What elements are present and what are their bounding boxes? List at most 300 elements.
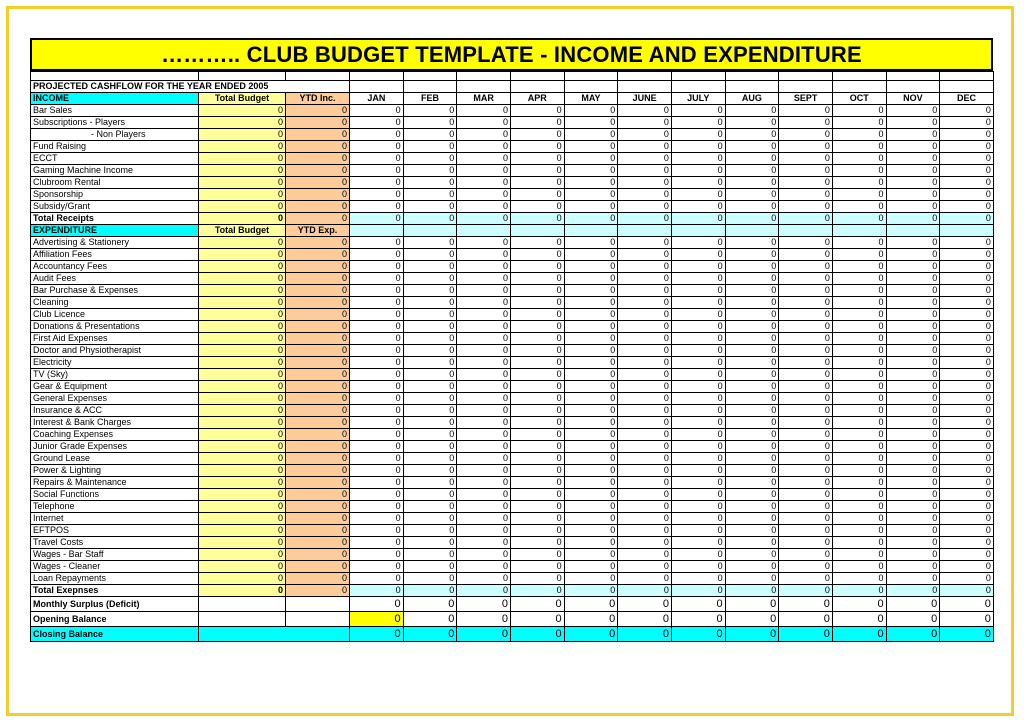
closing-cell-june[interactable]: 0 xyxy=(618,627,672,642)
month-cell-mar[interactable]: 0 xyxy=(457,273,511,285)
month-cell-nov[interactable]: 0 xyxy=(886,537,940,549)
month-cell-nov[interactable]: 0 xyxy=(886,441,940,453)
month-cell-sept[interactable]: 0 xyxy=(779,441,833,453)
month-cell-jan[interactable]: 0 xyxy=(350,417,404,429)
month-cell-oct[interactable]: 0 xyxy=(832,513,886,525)
month-cell-july[interactable]: 0 xyxy=(671,129,725,141)
month-header-mar[interactable]: MAR xyxy=(457,93,511,105)
month-cell-may[interactable]: 0 xyxy=(564,249,618,261)
month-cell-jan[interactable]: 0 xyxy=(350,105,404,117)
empty-cell[interactable] xyxy=(457,72,511,81)
surplus-cell-mar[interactable]: 0 xyxy=(457,597,511,612)
month-cell-sept[interactable]: 0 xyxy=(779,117,833,129)
month-cell-feb[interactable]: 0 xyxy=(403,153,457,165)
month-header-oct[interactable]: OCT xyxy=(832,93,886,105)
total-budget-cell[interactable]: 0 xyxy=(199,357,286,369)
month-cell-sept[interactable]: 0 xyxy=(779,381,833,393)
month-cell-jan[interactable]: 0 xyxy=(350,189,404,201)
month-cell-nov[interactable]: 0 xyxy=(886,249,940,261)
month-cell-nov[interactable]: 0 xyxy=(886,585,940,597)
month-cell-feb[interactable]: 0 xyxy=(403,105,457,117)
total-budget-cell[interactable]: 0 xyxy=(199,285,286,297)
month-cell-nov[interactable]: 0 xyxy=(886,237,940,249)
month-cell-may[interactable]: 0 xyxy=(564,105,618,117)
month-cell-aug[interactable]: 0 xyxy=(725,141,779,153)
month-cell-aug[interactable]: 0 xyxy=(725,465,779,477)
month-header-sept[interactable]: SEPT xyxy=(779,93,833,105)
month-cell-may[interactable]: 0 xyxy=(564,369,618,381)
ytd-cell[interactable]: 0 xyxy=(286,105,350,117)
total-budget-cell[interactable]: 0 xyxy=(199,465,286,477)
ytd-cell[interactable]: 0 xyxy=(286,189,350,201)
total-budget-cell[interactable]: 0 xyxy=(199,165,286,177)
month-cell-aug[interactable]: 0 xyxy=(725,177,779,189)
month-cell-apr[interactable]: 0 xyxy=(510,129,564,141)
total-budget-cell[interactable]: 0 xyxy=(199,381,286,393)
month-cell-jan[interactable]: 0 xyxy=(350,237,404,249)
month-cell-july[interactable]: 0 xyxy=(671,345,725,357)
month-cell-jan[interactable]: 0 xyxy=(350,405,404,417)
month-cell-mar[interactable]: 0 xyxy=(457,153,511,165)
month-cell-july[interactable]: 0 xyxy=(671,333,725,345)
month-cell-july[interactable]: 0 xyxy=(671,237,725,249)
month-cell-aug[interactable]: 0 xyxy=(725,297,779,309)
month-cell-jan[interactable]: 0 xyxy=(350,129,404,141)
month-cell-dec[interactable]: 0 xyxy=(940,309,994,321)
closing-cell-mar[interactable]: 0 xyxy=(457,627,511,642)
empty-cell[interactable] xyxy=(350,72,404,81)
month-cell-apr[interactable]: 0 xyxy=(510,381,564,393)
month-cell-jan[interactable]: 0 xyxy=(350,309,404,321)
month-cell-june[interactable]: 0 xyxy=(618,477,672,489)
month-cell-aug[interactable]: 0 xyxy=(725,405,779,417)
closing-cell-feb[interactable]: 0 xyxy=(403,627,457,642)
month-cell-nov[interactable]: 0 xyxy=(886,213,940,225)
month-cell-june[interactable]: 0 xyxy=(618,165,672,177)
month-cell-june[interactable]: 0 xyxy=(618,345,672,357)
row-label[interactable]: Wages - Cleaner xyxy=(31,561,199,573)
month-cell-sept[interactable]: 0 xyxy=(779,321,833,333)
surplus-cell-june[interactable]: 0 xyxy=(618,597,672,612)
month-cell-jan[interactable]: 0 xyxy=(350,141,404,153)
opening-cell-mar[interactable]: 0 xyxy=(457,612,511,627)
month-cell-dec[interactable]: 0 xyxy=(940,297,994,309)
month-cell-jan[interactable]: 0 xyxy=(350,441,404,453)
closing-cell-apr[interactable]: 0 xyxy=(510,627,564,642)
projected-label[interactable]: PROJECTED CASHFLOW FOR THE YEAR ENDED 2005 xyxy=(31,81,350,93)
month-cell-oct[interactable]: 0 xyxy=(832,261,886,273)
empty-cell[interactable] xyxy=(779,81,833,93)
month-cell-dec[interactable]: 0 xyxy=(940,261,994,273)
month-cell-oct[interactable]: 0 xyxy=(832,165,886,177)
month-cell-apr[interactable]: 0 xyxy=(510,405,564,417)
opening-cell-sept[interactable]: 0 xyxy=(779,612,833,627)
month-cell-aug[interactable]: 0 xyxy=(725,441,779,453)
row-label[interactable]: Insurance & ACC xyxy=(31,405,199,417)
month-cell-july[interactable]: 0 xyxy=(671,429,725,441)
month-cell-sept[interactable]: 0 xyxy=(779,297,833,309)
month-cell-mar[interactable]: 0 xyxy=(457,333,511,345)
month-cell-aug[interactable]: 0 xyxy=(725,477,779,489)
month-cell-apr[interactable]: 0 xyxy=(510,357,564,369)
total-budget-cell[interactable]: 0 xyxy=(199,345,286,357)
month-cell-june[interactable]: 0 xyxy=(618,465,672,477)
month-cell-july[interactable]: 0 xyxy=(671,489,725,501)
month-cell-mar[interactable]: 0 xyxy=(457,189,511,201)
month-cell-sept[interactable]: 0 xyxy=(779,213,833,225)
month-cell-sept[interactable]: 0 xyxy=(779,465,833,477)
month-cell-june[interactable]: 0 xyxy=(618,561,672,573)
month-cell-mar[interactable]: 0 xyxy=(457,201,511,213)
row-label[interactable]: Total Receipts xyxy=(31,213,199,225)
month-cell-june[interactable]: 0 xyxy=(618,261,672,273)
empty-cell[interactable] xyxy=(779,225,833,237)
month-cell-sept[interactable]: 0 xyxy=(779,261,833,273)
empty-cell[interactable] xyxy=(350,81,404,93)
month-cell-dec[interactable]: 0 xyxy=(940,561,994,573)
month-cell-jan[interactable]: 0 xyxy=(350,513,404,525)
month-cell-sept[interactable]: 0 xyxy=(779,189,833,201)
month-cell-oct[interactable]: 0 xyxy=(832,573,886,585)
total-budget-cell[interactable]: 0 xyxy=(199,585,286,597)
month-cell-apr[interactable]: 0 xyxy=(510,249,564,261)
month-cell-sept[interactable]: 0 xyxy=(779,309,833,321)
month-cell-dec[interactable]: 0 xyxy=(940,165,994,177)
month-cell-sept[interactable]: 0 xyxy=(779,525,833,537)
month-cell-may[interactable]: 0 xyxy=(564,489,618,501)
month-cell-may[interactable]: 0 xyxy=(564,573,618,585)
month-cell-june[interactable]: 0 xyxy=(618,549,672,561)
month-cell-sept[interactable]: 0 xyxy=(779,129,833,141)
month-cell-jan[interactable]: 0 xyxy=(350,501,404,513)
row-label[interactable]: Advertising & Stationery xyxy=(31,237,199,249)
month-cell-feb[interactable]: 0 xyxy=(403,165,457,177)
month-cell-oct[interactable]: 0 xyxy=(832,345,886,357)
ytd-cell[interactable]: 0 xyxy=(286,333,350,345)
month-cell-july[interactable]: 0 xyxy=(671,297,725,309)
month-cell-dec[interactable]: 0 xyxy=(940,333,994,345)
month-cell-sept[interactable]: 0 xyxy=(779,453,833,465)
month-cell-june[interactable]: 0 xyxy=(618,249,672,261)
row-label[interactable]: Subsidy/Grant xyxy=(31,201,199,213)
total-budget-cell[interactable]: 0 xyxy=(199,477,286,489)
month-cell-mar[interactable]: 0 xyxy=(457,369,511,381)
month-cell-jan[interactable]: 0 xyxy=(350,525,404,537)
month-cell-apr[interactable]: 0 xyxy=(510,261,564,273)
month-cell-sept[interactable]: 0 xyxy=(779,537,833,549)
ytd-cell[interactable]: 0 xyxy=(286,465,350,477)
month-cell-aug[interactable]: 0 xyxy=(725,561,779,573)
month-cell-oct[interactable]: 0 xyxy=(832,273,886,285)
month-cell-dec[interactable]: 0 xyxy=(940,501,994,513)
empty-cell[interactable] xyxy=(671,72,725,81)
month-cell-oct[interactable]: 0 xyxy=(832,417,886,429)
surplus-cell-apr[interactable]: 0 xyxy=(510,597,564,612)
row-label[interactable]: Accountancy Fees xyxy=(31,261,199,273)
month-cell-july[interactable]: 0 xyxy=(671,405,725,417)
month-cell-oct[interactable]: 0 xyxy=(832,453,886,465)
total-budget-cell[interactable]: 0 xyxy=(199,489,286,501)
month-cell-july[interactable]: 0 xyxy=(671,273,725,285)
month-cell-aug[interactable]: 0 xyxy=(725,165,779,177)
month-cell-mar[interactable]: 0 xyxy=(457,309,511,321)
total-budget-cell[interactable]: 0 xyxy=(199,513,286,525)
month-cell-june[interactable]: 0 xyxy=(618,105,672,117)
month-cell-jan[interactable]: 0 xyxy=(350,429,404,441)
total-budget-cell[interactable]: 0 xyxy=(199,525,286,537)
empty-cell[interactable] xyxy=(286,612,350,627)
opening-cell-dec[interactable]: 0 xyxy=(940,612,994,627)
month-cell-feb[interactable]: 0 xyxy=(403,441,457,453)
surplus-cell-oct[interactable]: 0 xyxy=(832,597,886,612)
row-label[interactable]: Loan Repayments xyxy=(31,573,199,585)
month-cell-july[interactable]: 0 xyxy=(671,561,725,573)
ytd-cell[interactable]: 0 xyxy=(286,129,350,141)
month-cell-sept[interactable]: 0 xyxy=(779,333,833,345)
month-cell-dec[interactable]: 0 xyxy=(940,573,994,585)
month-cell-dec[interactable]: 0 xyxy=(940,393,994,405)
month-cell-mar[interactable]: 0 xyxy=(457,537,511,549)
month-cell-may[interactable]: 0 xyxy=(564,477,618,489)
month-cell-oct[interactable]: 0 xyxy=(832,405,886,417)
month-cell-june[interactable]: 0 xyxy=(618,357,672,369)
total-budget-cell[interactable]: 0 xyxy=(199,273,286,285)
month-cell-feb[interactable]: 0 xyxy=(403,429,457,441)
month-cell-may[interactable]: 0 xyxy=(564,429,618,441)
month-cell-apr[interactable]: 0 xyxy=(510,549,564,561)
row-label[interactable]: Audit Fees xyxy=(31,273,199,285)
month-cell-nov[interactable]: 0 xyxy=(886,405,940,417)
ytd-cell[interactable]: 0 xyxy=(286,489,350,501)
empty-cell[interactable] xyxy=(725,72,779,81)
month-cell-dec[interactable]: 0 xyxy=(940,489,994,501)
month-cell-may[interactable]: 0 xyxy=(564,441,618,453)
month-header-feb[interactable]: FEB xyxy=(403,93,457,105)
empty-cell[interactable] xyxy=(725,81,779,93)
month-cell-feb[interactable]: 0 xyxy=(403,477,457,489)
month-cell-nov[interactable]: 0 xyxy=(886,285,940,297)
month-cell-oct[interactable]: 0 xyxy=(832,381,886,393)
month-cell-feb[interactable]: 0 xyxy=(403,381,457,393)
total-budget-cell[interactable]: 0 xyxy=(199,573,286,585)
month-cell-apr[interactable]: 0 xyxy=(510,501,564,513)
month-cell-aug[interactable]: 0 xyxy=(725,201,779,213)
total-budget-cell[interactable]: 0 xyxy=(199,393,286,405)
month-cell-feb[interactable]: 0 xyxy=(403,585,457,597)
opening-cell-july[interactable]: 0 xyxy=(671,612,725,627)
month-cell-apr[interactable]: 0 xyxy=(510,429,564,441)
month-cell-dec[interactable]: 0 xyxy=(940,213,994,225)
month-cell-jan[interactable]: 0 xyxy=(350,357,404,369)
empty-cell[interactable] xyxy=(886,225,940,237)
month-cell-apr[interactable]: 0 xyxy=(510,285,564,297)
empty-cell[interactable] xyxy=(457,81,511,93)
month-cell-mar[interactable]: 0 xyxy=(457,441,511,453)
row-label[interactable]: EFTPOS xyxy=(31,525,199,537)
empty-cell[interactable] xyxy=(199,597,286,612)
month-header-dec[interactable]: DEC xyxy=(940,93,994,105)
row-label[interactable]: Total Exepnses xyxy=(31,585,199,597)
row-label[interactable]: Travel Costs xyxy=(31,537,199,549)
month-cell-dec[interactable]: 0 xyxy=(940,429,994,441)
month-cell-feb[interactable]: 0 xyxy=(403,141,457,153)
month-cell-sept[interactable]: 0 xyxy=(779,105,833,117)
row-label[interactable]: - Non Players xyxy=(31,129,199,141)
month-cell-apr[interactable]: 0 xyxy=(510,177,564,189)
month-cell-sept[interactable]: 0 xyxy=(779,489,833,501)
income-header[interactable]: INCOME xyxy=(31,93,199,105)
month-cell-july[interactable]: 0 xyxy=(671,153,725,165)
month-cell-nov[interactable]: 0 xyxy=(886,381,940,393)
month-cell-feb[interactable]: 0 xyxy=(403,369,457,381)
row-label[interactable]: Sponsorship xyxy=(31,189,199,201)
empty-cell[interactable] xyxy=(779,72,833,81)
month-cell-apr[interactable]: 0 xyxy=(510,393,564,405)
month-cell-aug[interactable]: 0 xyxy=(725,189,779,201)
month-cell-june[interactable]: 0 xyxy=(618,129,672,141)
month-cell-sept[interactable]: 0 xyxy=(779,369,833,381)
month-cell-dec[interactable]: 0 xyxy=(940,129,994,141)
month-cell-sept[interactable]: 0 xyxy=(779,273,833,285)
total-budget-cell[interactable]: 0 xyxy=(199,261,286,273)
total-budget-header[interactable]: Total Budget xyxy=(199,93,286,105)
month-cell-apr[interactable]: 0 xyxy=(510,141,564,153)
month-cell-jan[interactable]: 0 xyxy=(350,477,404,489)
month-cell-jan[interactable]: 0 xyxy=(350,549,404,561)
ytd-cell[interactable]: 0 xyxy=(286,213,350,225)
month-cell-sept[interactable]: 0 xyxy=(779,561,833,573)
month-cell-dec[interactable]: 0 xyxy=(940,189,994,201)
month-cell-july[interactable]: 0 xyxy=(671,465,725,477)
month-cell-oct[interactable]: 0 xyxy=(832,309,886,321)
month-cell-may[interactable]: 0 xyxy=(564,345,618,357)
row-label[interactable]: First Aid Expenses xyxy=(31,333,199,345)
month-cell-mar[interactable]: 0 xyxy=(457,117,511,129)
month-cell-aug[interactable]: 0 xyxy=(725,525,779,537)
month-cell-nov[interactable]: 0 xyxy=(886,345,940,357)
month-cell-apr[interactable]: 0 xyxy=(510,201,564,213)
month-cell-jan[interactable]: 0 xyxy=(350,345,404,357)
row-label[interactable]: Wages - Bar Staff xyxy=(31,549,199,561)
month-cell-sept[interactable]: 0 xyxy=(779,417,833,429)
month-cell-nov[interactable]: 0 xyxy=(886,129,940,141)
ytd-cell[interactable]: 0 xyxy=(286,537,350,549)
row-label[interactable]: Repairs & Maintenance xyxy=(31,477,199,489)
row-label[interactable]: Bar Purchase & Expenses xyxy=(31,285,199,297)
opening-cell-june[interactable]: 0 xyxy=(618,612,672,627)
month-cell-may[interactable]: 0 xyxy=(564,417,618,429)
month-cell-aug[interactable]: 0 xyxy=(725,105,779,117)
month-cell-oct[interactable]: 0 xyxy=(832,333,886,345)
month-cell-apr[interactable]: 0 xyxy=(510,309,564,321)
month-cell-aug[interactable]: 0 xyxy=(725,489,779,501)
closing-cell-jan[interactable]: 0 xyxy=(350,627,404,642)
month-cell-may[interactable]: 0 xyxy=(564,501,618,513)
month-cell-oct[interactable]: 0 xyxy=(832,369,886,381)
empty-cell[interactable] xyxy=(350,225,404,237)
month-cell-feb[interactable]: 0 xyxy=(403,453,457,465)
total-budget-cell[interactable]: 0 xyxy=(199,537,286,549)
month-cell-june[interactable]: 0 xyxy=(618,441,672,453)
month-cell-aug[interactable]: 0 xyxy=(725,249,779,261)
month-cell-apr[interactable]: 0 xyxy=(510,537,564,549)
month-cell-jan[interactable]: 0 xyxy=(350,177,404,189)
empty-cell[interactable] xyxy=(940,72,994,81)
month-cell-jan[interactable]: 0 xyxy=(350,585,404,597)
closing-cell-aug[interactable]: 0 xyxy=(725,627,779,642)
month-cell-jan[interactable]: 0 xyxy=(350,573,404,585)
month-cell-aug[interactable]: 0 xyxy=(725,345,779,357)
ytd-cell[interactable]: 0 xyxy=(286,309,350,321)
month-cell-dec[interactable]: 0 xyxy=(940,117,994,129)
month-cell-june[interactable]: 0 xyxy=(618,237,672,249)
month-cell-dec[interactable]: 0 xyxy=(940,153,994,165)
month-cell-jan[interactable]: 0 xyxy=(350,261,404,273)
surplus-cell-dec[interactable]: 0 xyxy=(940,597,994,612)
month-cell-dec[interactable]: 0 xyxy=(940,249,994,261)
total-budget-cell[interactable]: 0 xyxy=(199,405,286,417)
month-cell-sept[interactable]: 0 xyxy=(779,477,833,489)
month-cell-jan[interactable]: 0 xyxy=(350,333,404,345)
empty-cell[interactable] xyxy=(832,81,886,93)
month-cell-oct[interactable]: 0 xyxy=(832,117,886,129)
month-cell-oct[interactable]: 0 xyxy=(832,297,886,309)
month-cell-feb[interactable]: 0 xyxy=(403,525,457,537)
empty-cell[interactable] xyxy=(199,612,286,627)
month-cell-may[interactable]: 0 xyxy=(564,261,618,273)
total-budget-cell[interactable]: 0 xyxy=(199,321,286,333)
month-cell-oct[interactable]: 0 xyxy=(832,441,886,453)
empty-cell[interactable] xyxy=(403,72,457,81)
month-cell-aug[interactable]: 0 xyxy=(725,453,779,465)
month-cell-apr[interactable]: 0 xyxy=(510,105,564,117)
month-cell-feb[interactable]: 0 xyxy=(403,345,457,357)
month-cell-may[interactable]: 0 xyxy=(564,117,618,129)
month-cell-nov[interactable]: 0 xyxy=(886,309,940,321)
month-cell-oct[interactable]: 0 xyxy=(832,213,886,225)
month-cell-may[interactable]: 0 xyxy=(564,537,618,549)
month-cell-nov[interactable]: 0 xyxy=(886,573,940,585)
total-budget-cell[interactable]: 0 xyxy=(199,561,286,573)
total-budget-cell[interactable]: 0 xyxy=(199,333,286,345)
month-cell-jan[interactable]: 0 xyxy=(350,393,404,405)
month-cell-oct[interactable]: 0 xyxy=(832,237,886,249)
month-cell-feb[interactable]: 0 xyxy=(403,297,457,309)
month-cell-jan[interactable]: 0 xyxy=(350,453,404,465)
month-cell-mar[interactable]: 0 xyxy=(457,261,511,273)
month-cell-feb[interactable]: 0 xyxy=(403,537,457,549)
month-cell-july[interactable]: 0 xyxy=(671,117,725,129)
ytd-exp-header[interactable]: YTD Exp. xyxy=(286,225,350,237)
surplus-cell-feb[interactable]: 0 xyxy=(403,597,457,612)
ytd-cell[interactable]: 0 xyxy=(286,549,350,561)
empty-cell[interactable] xyxy=(832,72,886,81)
row-label[interactable]: Donations & Presentations xyxy=(31,321,199,333)
month-cell-dec[interactable]: 0 xyxy=(940,345,994,357)
month-cell-feb[interactable]: 0 xyxy=(403,561,457,573)
row-label[interactable]: TV (Sky) xyxy=(31,369,199,381)
month-cell-aug[interactable]: 0 xyxy=(725,429,779,441)
month-cell-june[interactable]: 0 xyxy=(618,525,672,537)
month-cell-nov[interactable]: 0 xyxy=(886,189,940,201)
month-cell-june[interactable]: 0 xyxy=(618,513,672,525)
closing-balance-label[interactable]: Closing Balance xyxy=(31,627,199,642)
month-cell-dec[interactable]: 0 xyxy=(940,369,994,381)
month-header-jan[interactable]: JAN xyxy=(350,93,404,105)
month-cell-june[interactable]: 0 xyxy=(618,573,672,585)
empty-cell[interactable] xyxy=(510,225,564,237)
row-label[interactable]: Subscriptions - Players xyxy=(31,117,199,129)
